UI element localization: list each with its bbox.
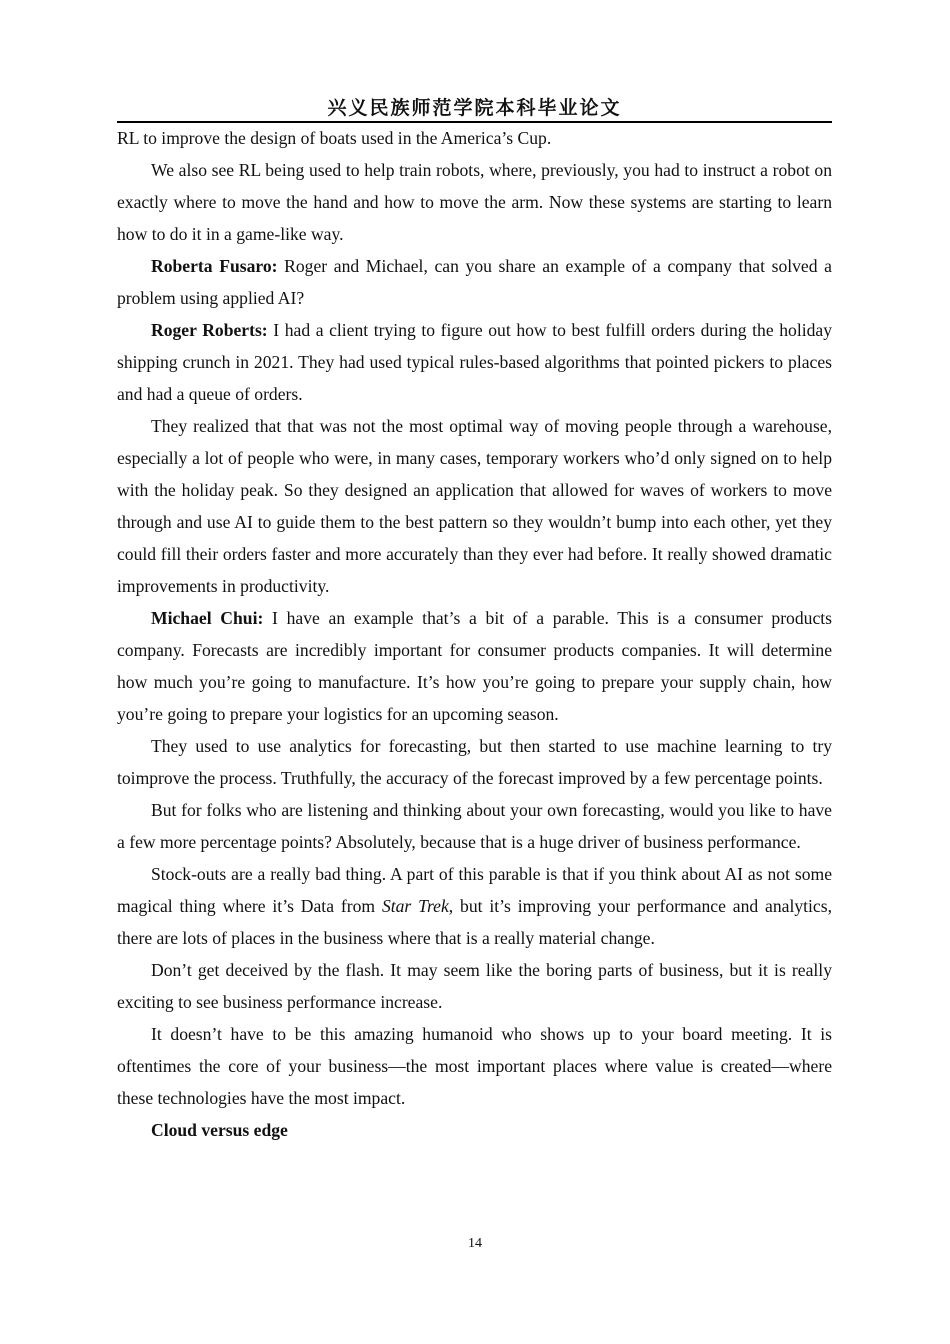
- paragraph: [117, 314, 832, 410]
- page-number: 14: [468, 1236, 482, 1251]
- italic-title: Star Trek: [381, 896, 449, 916]
- speaker-name: Roger Roberts:: [151, 320, 268, 340]
- section-heading: [117, 1114, 832, 1146]
- paragraph-text: , but it’s improving your performance and analytics, there are lots of places in the business where that is a really material change.: [117, 896, 832, 948]
- paragraph-text: Don’t get deceived by the flash. It may seem like the boring parts of business, but it is really exciting to see business performance increase.: [117, 960, 832, 1012]
- paragraph: [117, 954, 832, 1018]
- paragraph: [117, 794, 832, 858]
- paragraph-text: RL to improve the design of boats used in the America’s Cup.: [117, 128, 552, 148]
- paragraph: [117, 730, 832, 794]
- paragraph: [117, 122, 832, 154]
- paragraph: [117, 250, 832, 314]
- section-heading-text: Cloud versus edge: [151, 1120, 288, 1140]
- paragraph-text: They realized that that was not the most optimal way of moving people through a warehouse, especially a lot of people who were, in many cases, temporary workers who’d only signed on to help with the holiday peak. So they designed an application that allowed for waves of workers to move through and use AI to guide them to the best pattern so they wouldn’t bump into each other, yet they could fill their orders faster and more accurately than they ever had before. It really showed dramatic improvements in productivity.: [117, 416, 832, 596]
- paragraph-text: It doesn’t have to be this amazing humanoid who shows up to your board meeting. It is oftentimes the core of your business—the most important places where value is created—where these technologies have the most impact.: [117, 1024, 832, 1108]
- page-header-title: 兴义民族师范学院本科毕业论文: [327, 97, 622, 119]
- paragraph-text: Roger and Michael, can you share an example of a company that solved a problem using applied AI?: [117, 256, 832, 308]
- speaker-name: Michael Chui:: [151, 608, 264, 628]
- paragraph: [117, 602, 832, 730]
- paragraph-text: Stock-outs are a really bad thing. A part of this parable is that if you think about AI as not some magical thing where it’s Data from: [117, 864, 832, 916]
- paragraph: [117, 410, 832, 602]
- paragraph: [117, 154, 832, 250]
- body-text: [117, 122, 832, 1146]
- paragraph: [117, 1018, 832, 1114]
- paragraph-text: But for folks who are listening and thinking about your own forecasting, would you like to have a few more percentage points? Absolutely, because that is a huge driver of business performance.: [117, 800, 832, 852]
- paragraph-text: I have an example that’s a bit of a parable. This is a consumer products company. Forecasts are incredibly important for consumer products companies. It will determine how much you’re going to manufacture. It’s how you’re going to prepare your supply chain, how you’re going to prepare your logistics for an upcoming season.: [117, 608, 832, 724]
- speaker-name: Roberta Fusaro:: [151, 256, 278, 276]
- paragraph-text: I had a client trying to figure out how to best fulfill orders during the holiday shipping crunch in 2021. They had used typical rules-based algorithms that pointed pickers to places and had a queue of orders.: [117, 320, 833, 404]
- paragraph-text: We also see RL being used to help train robots, where, previously, you had to instruct a robot on exactly where to move the hand and how to move the arm. Now these systems are starting to learn how to do it in a game-like way.: [117, 160, 832, 244]
- paragraph-text: They used to use analytics for forecasting, but then started to use machine learning to try toimprove the process. Truthfully, the accuracy of the forecast improved by a few percentage points.: [117, 736, 832, 788]
- paragraph: [117, 858, 832, 954]
